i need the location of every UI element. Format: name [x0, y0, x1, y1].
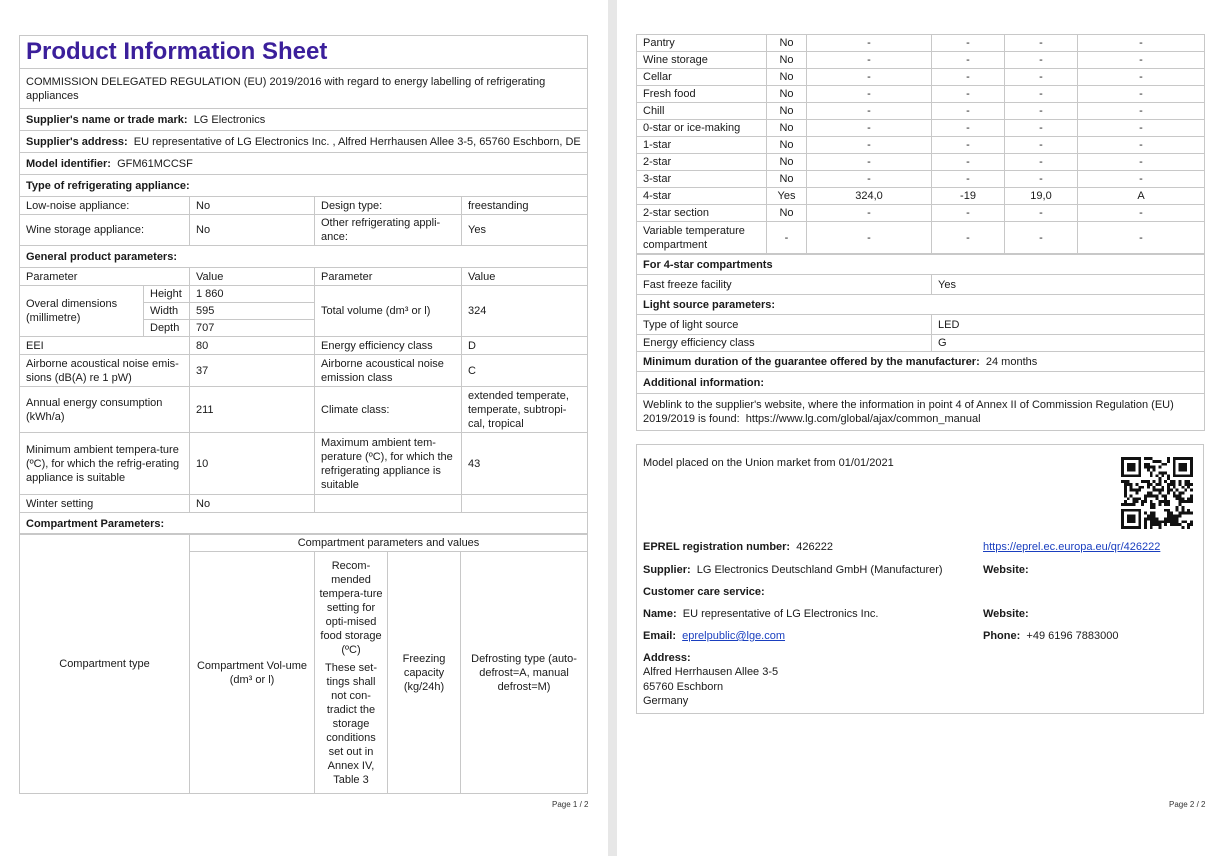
- product-info-table: [19, 35, 588, 535]
- phone-value: +49 6196 7883000: [1026, 630, 1119, 642]
- address-line-2: 65760 Eschborn: [643, 681, 724, 693]
- winter-label: Winter setting: [20, 495, 190, 513]
- compartment-name: 4-star: [637, 188, 767, 205]
- overall-dims-label: Overal dimensions (millimetre): [20, 286, 144, 337]
- light-class-value: G: [932, 335, 1205, 352]
- freezing-header: Freezing capacity (kg/24h): [388, 552, 461, 794]
- compartment-defrost: -: [1078, 222, 1205, 254]
- page-title: Product Information Sheet: [20, 36, 588, 69]
- compartment-name: Pantry: [637, 35, 767, 52]
- weblink-url[interactable]: https://www.lg.com/global/ajax/common_manual: [745, 413, 981, 425]
- customer-care-label: Customer care service:: [643, 586, 765, 598]
- compartment-volume: -: [807, 52, 932, 69]
- depth-value: 707: [190, 320, 315, 337]
- compartment-name: 2-star section: [637, 205, 767, 222]
- additional-heading: Additional information:: [637, 372, 1205, 394]
- other-value: Yes: [462, 215, 588, 246]
- param-header-2: Parameter: [315, 268, 462, 286]
- compartment-defrost: -: [1078, 120, 1205, 137]
- type-heading: Type of refrigerating appliance:: [20, 175, 588, 197]
- other-label: Other refrigerating appli-ance:: [315, 215, 462, 246]
- model-label: Model identifier:: [26, 157, 111, 170]
- total-volume-label: Total volume (dm³ or l): [315, 286, 462, 337]
- depth-label: Depth: [144, 320, 190, 337]
- design-type-value: freestanding: [462, 197, 588, 215]
- height-value: 1 860: [190, 286, 315, 303]
- compartment-row: [637, 171, 1205, 188]
- eprel-box: [636, 444, 1204, 714]
- compartment-type-header: Compartment type: [20, 534, 190, 794]
- winter-value: No: [190, 495, 315, 513]
- compartment-present: No: [767, 137, 807, 154]
- weblink-text: Weblink to the supplier's website, where the information in point 4 of Annex II of Commission Regulation (EU) 2019/2019 is found:: [643, 399, 1174, 425]
- compartment-row: [637, 86, 1205, 103]
- compartment-freezing: -: [1005, 222, 1078, 254]
- compartment-freezing: 19,0: [1005, 188, 1078, 205]
- compartment-defrost: -: [1078, 86, 1205, 103]
- compartment-temperature: -: [932, 137, 1005, 154]
- supplier-address-label: Supplier's address:: [26, 135, 128, 148]
- volume-header: Compartment Vol-ume (dm³ or l): [190, 552, 315, 794]
- compartment-present: No: [767, 154, 807, 171]
- supplier-value: LG Electronics Deutschland GmbH (Manufacturer): [696, 564, 943, 576]
- compartment-temperature: -: [932, 69, 1005, 86]
- compartment-row: [637, 205, 1205, 222]
- compartment-volume: -: [807, 205, 932, 222]
- compartment-volume: 324,0: [807, 188, 932, 205]
- compartment-name: Cellar: [637, 69, 767, 86]
- page-1: [0, 0, 608, 856]
- climate-value: extended temperate, temperate, subtropi-cal, tropical: [462, 387, 588, 433]
- compartment-present: No: [767, 205, 807, 222]
- light-type-label: Type of light source: [637, 315, 932, 335]
- compartment-temperature: -: [932, 205, 1005, 222]
- compartment-freezing: -: [1005, 154, 1078, 171]
- noise-class-value: C: [462, 355, 588, 387]
- guarantee-row: [637, 352, 1205, 372]
- page-2: [617, 0, 1220, 856]
- compartment-name: Fresh food: [637, 86, 767, 103]
- compartment-volume: -: [807, 103, 932, 120]
- compartment-temperature: -19: [932, 188, 1005, 205]
- email-row: [643, 629, 785, 643]
- website-label-2: Website:: [983, 608, 1029, 620]
- page-number: Page 2 / 2: [1169, 800, 1206, 809]
- eprel-link[interactable]: https://eprel.ec.europa.eu/qr/426222: [983, 541, 1161, 553]
- compartment-temperature: -: [932, 222, 1005, 254]
- compartment-freezing: -: [1005, 137, 1078, 154]
- name-value: EU representative of LG Electronics Inc.: [682, 608, 879, 620]
- compartment-present: No: [767, 120, 807, 137]
- ee-class-label: Energy efficiency class: [315, 337, 462, 355]
- compartment-header-table: [19, 533, 588, 794]
- compartment-name: Variable temperature compartment: [637, 222, 767, 254]
- model-value: GFM61MCCSF: [117, 157, 193, 170]
- light-class-label: Energy efficiency class: [637, 335, 932, 352]
- guarantee-value: 24 months: [985, 355, 1038, 368]
- height-label: Height: [144, 286, 190, 303]
- noise-class-label: Airborne acoustical noise emission class: [315, 355, 462, 387]
- low-noise-label: Low-noise appliance:: [20, 197, 190, 215]
- model-row: [20, 153, 588, 175]
- compartment-row: [637, 137, 1205, 154]
- compartment-volume: -: [807, 35, 932, 52]
- compartment-volume: -: [807, 222, 932, 254]
- compartment-present: No: [767, 86, 807, 103]
- wine-storage-value: No: [190, 215, 315, 246]
- page-gutter: [608, 0, 617, 856]
- empty-cell: [462, 495, 588, 513]
- supplier-name-value: LG Electronics: [193, 113, 266, 126]
- name-label: Name:: [643, 608, 677, 620]
- compartment-volume: -: [807, 86, 932, 103]
- compartment-volume: -: [807, 171, 932, 188]
- website-label-1: Website:: [983, 564, 1029, 576]
- compartment-table: [636, 34, 1205, 254]
- address-label: Address:: [643, 652, 691, 664]
- noise-value: 37: [190, 355, 315, 387]
- email-label: Email:: [643, 630, 677, 642]
- ee-class-value: D: [462, 337, 588, 355]
- compartment-present: No: [767, 103, 807, 120]
- compartment-defrost: -: [1078, 137, 1205, 154]
- supplier-row: [643, 563, 943, 577]
- address-line-1: Alfred Herrhausen Allee 3-5: [643, 666, 779, 678]
- light-type-value: LED: [932, 315, 1205, 335]
- eprel-label: EPREL registration number:: [643, 541, 791, 553]
- name-row: [643, 607, 878, 621]
- climate-label: Climate class:: [315, 387, 462, 433]
- compartment-present: -: [767, 222, 807, 254]
- compartment-freezing: -: [1005, 52, 1078, 69]
- value-header-1: Value: [190, 268, 315, 286]
- supplier-label: Supplier:: [643, 564, 691, 576]
- supplier-address-value: EU representative of LG Electronics Inc. , Alfred Herrhausen Allee 3-5, 65760 Eschborn, DE: [133, 135, 581, 148]
- compartment-row: [637, 222, 1205, 254]
- compartment-name: Wine storage: [637, 52, 767, 69]
- eei-value: 80: [190, 337, 315, 355]
- compartment-present: No: [767, 171, 807, 188]
- market-date: Model placed on the Union market from 01/01/2021: [643, 457, 894, 469]
- phone-label: Phone:: [983, 630, 1021, 642]
- min-ambient-value: 10: [190, 433, 315, 495]
- compartment-volume: -: [807, 137, 932, 154]
- compartment-temperature: -: [932, 171, 1005, 188]
- compartment-present: No: [767, 52, 807, 69]
- compartment-volume: -: [807, 69, 932, 86]
- eprel-row: [643, 540, 833, 554]
- compartment-defrost: -: [1078, 69, 1205, 86]
- eprel-value: 426222: [796, 541, 833, 553]
- compartment-name: 2-star: [637, 154, 767, 171]
- compartment-freezing: -: [1005, 86, 1078, 103]
- width-label: Width: [144, 303, 190, 320]
- temperature-header-line-2: These set-tings shall not con-tradict the storage conditions set out in Annex IV, Table 3: [325, 661, 377, 786]
- phone-row: [983, 629, 1118, 643]
- compartment-name: 1-star: [637, 137, 767, 154]
- total-volume-value: 324: [462, 286, 588, 337]
- width-value: 595: [190, 303, 315, 320]
- compartment-row: [637, 52, 1205, 69]
- compartment-present: Yes: [767, 188, 807, 205]
- compartment-defrost: -: [1078, 35, 1205, 52]
- compartment-temperature: -: [932, 120, 1005, 137]
- compartment-defrost: -: [1078, 52, 1205, 69]
- compartment-temperature: -: [932, 35, 1005, 52]
- compartment-present: No: [767, 69, 807, 86]
- compartment-temperature: -: [932, 52, 1005, 69]
- fast-freeze-value: Yes: [932, 275, 1205, 295]
- temperature-header-line-1: Recom-mended tempera-ture setting for opti-mised food storage (ºC): [319, 559, 383, 656]
- supplier-address-row: [20, 131, 588, 153]
- supplier-name-row: [20, 109, 588, 131]
- wine-storage-label: Wine storage appliance:: [20, 215, 190, 246]
- compartment-name: 3-star: [637, 171, 767, 188]
- low-noise-value: No: [190, 197, 315, 215]
- four-star-heading: For 4-star compartments: [637, 255, 1205, 275]
- compartment-row: [637, 120, 1205, 137]
- compartment-defrost: -: [1078, 103, 1205, 120]
- general-heading: General product parameters:: [20, 246, 588, 268]
- light-heading: Light source parameters:: [637, 295, 1205, 315]
- fast-freeze-label: Fast freeze facility: [637, 275, 932, 295]
- compartment-freezing: -: [1005, 69, 1078, 86]
- value-header-2: Value: [462, 268, 588, 286]
- eei-label: EEI: [20, 337, 190, 355]
- compartment-volume: -: [807, 120, 932, 137]
- empty-cell: [315, 495, 462, 513]
- compartment-name: 0-star or ice-making: [637, 120, 767, 137]
- regulation-text: COMMISSION DELEGATED REGULATION (EU) 2019/2016 with regard to energy labelling of refrigerating appliances: [20, 69, 588, 109]
- compartment-present: No: [767, 35, 807, 52]
- page-number: Page 1 / 2: [552, 800, 589, 809]
- compartment-row: [637, 35, 1205, 52]
- qr-code-icon[interactable]: [1121, 457, 1193, 529]
- compartment-row: [637, 154, 1205, 171]
- compartment-defrost: -: [1078, 154, 1205, 171]
- compartment-defrost: A: [1078, 188, 1205, 205]
- address-line-3: Germany: [643, 695, 689, 707]
- compartment-row: [637, 188, 1205, 205]
- compartment-freezing: -: [1005, 35, 1078, 52]
- max-ambient-value: 43: [462, 433, 588, 495]
- compartment-defrost: -: [1078, 205, 1205, 222]
- compartment-freezing: -: [1005, 103, 1078, 120]
- min-ambient-label: Minimum ambient tempera-ture (ºC), for which the refrig-erating appliance is suitable: [20, 433, 190, 495]
- compartment-freezing: -: [1005, 205, 1078, 222]
- compartment-row: [637, 103, 1205, 120]
- weblink-row: [637, 394, 1205, 431]
- compartment-row: [637, 69, 1205, 86]
- compartment-name: Chill: [637, 103, 767, 120]
- compartment-defrost: -: [1078, 171, 1205, 188]
- noise-label: Airborne acoustical noise emis-sions (dB(A) re 1 pW): [20, 355, 190, 387]
- email-link[interactable]: eprelpublic@lge.com: [682, 630, 786, 642]
- design-type-label: Design type:: [315, 197, 462, 215]
- compartment-temperature: -: [932, 103, 1005, 120]
- annual-energy-label: Annual energy consumption (kWh/a): [20, 387, 190, 433]
- compartment-temperature: -: [932, 154, 1005, 171]
- compartment-params-header: Compartment parameters and values: [190, 534, 588, 552]
- guarantee-label: Minimum duration of the guarantee offered by the manufacturer:: [643, 355, 980, 368]
- max-ambient-label: Maximum ambient tem-perature (ºC), for which the refrigerating appliance is suitable: [315, 433, 462, 495]
- compartment-freezing: -: [1005, 120, 1078, 137]
- compartment-freezing: -: [1005, 171, 1078, 188]
- compartment-volume: -: [807, 154, 932, 171]
- annual-energy-value: 211: [190, 387, 315, 433]
- compartment-heading: Compartment Parameters:: [20, 513, 588, 535]
- param-header-1: Parameter: [20, 268, 190, 286]
- supplier-name-label: Supplier's name or trade mark:: [26, 113, 188, 126]
- extra-info-table: [636, 254, 1205, 431]
- temperature-header: [315, 552, 388, 794]
- defrost-header: Defrosting type (auto-defrost=A, manual defrost=M): [461, 552, 588, 794]
- compartment-temperature: -: [932, 86, 1005, 103]
